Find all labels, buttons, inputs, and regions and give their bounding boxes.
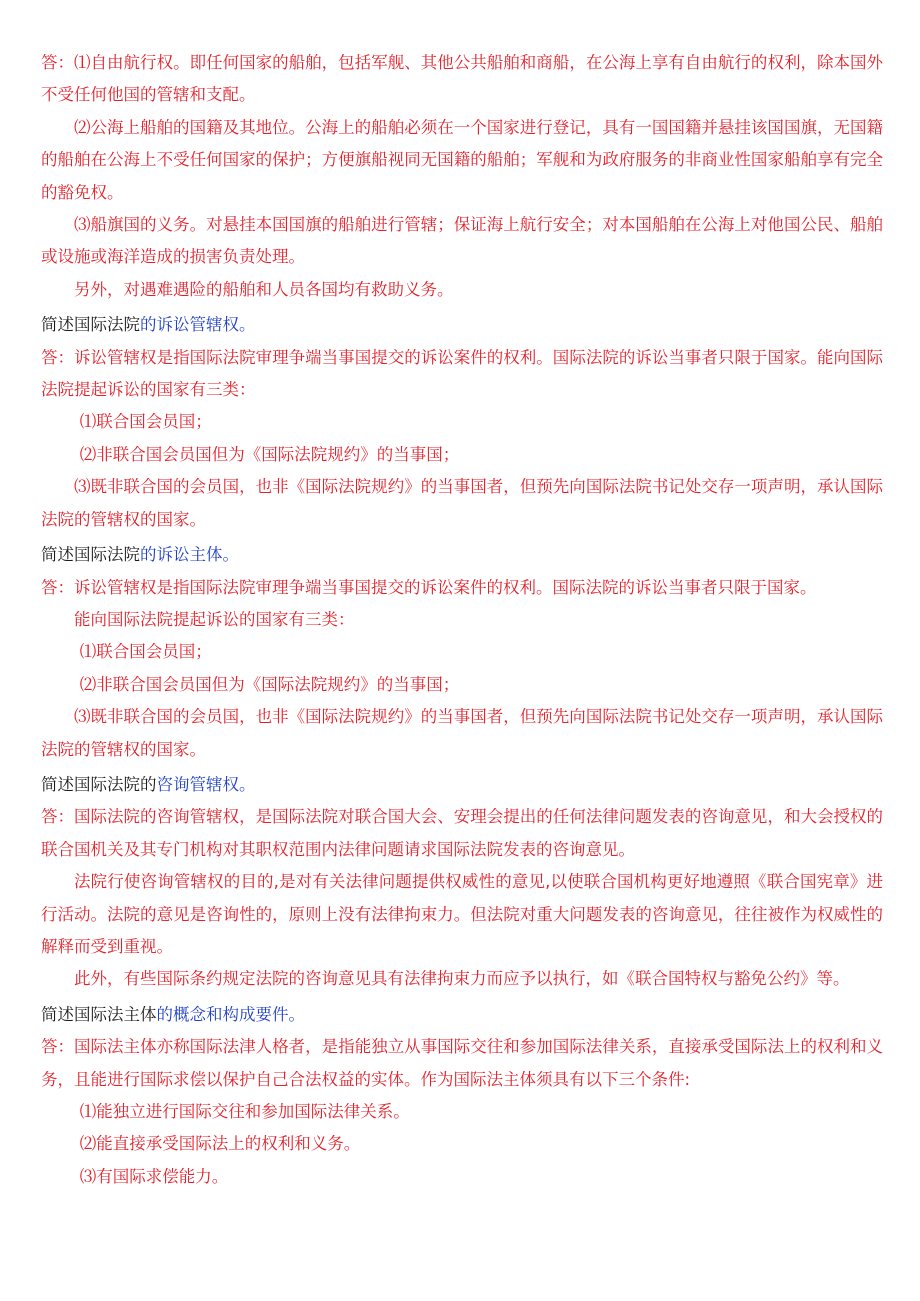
answer-paragraph: 答：国际法院的咨询管辖权，是国际法院对联合国大会、安理会提出的任何法律问题发表的咨询意见，和大会授权的联合国机关及其专门机构对其职权范围内法律问题请求国际法院发表的咨询意见。 [41,807,883,859]
question-suffix: 。 [288,1004,305,1024]
answer-paragraph: ⑶船旗国的义务。对悬挂本国国旗的船舶进行管辖；保证海上航行安全；对本国船舶在公海上对他国公民、船舶或设施或海洋造成的损害负责处理。 [41,215,883,267]
question-suffix: 。 [239,774,256,794]
question-suffix: 。 [239,315,256,335]
answer-paragraph: 另外，对遇难遇险的船舶和人员各国均有救助义务。 [74,279,454,299]
question-heading [41,769,883,801]
answer-list-item: ⑵非联合国会员国但为《国际法院规约》的当事国； [79,444,460,464]
answer-list-item: ⑵非联合国会员国但为《国际法院规约》的当事国； [79,674,460,694]
answer-list-item: ⑴能独立进行国际交往和参加国际法律关系。 [79,1102,410,1121]
answer-list-item: ⑴联合国会员国； [79,412,212,432]
answer-list-item: ⑴联合国会员国； [79,642,212,662]
question-heading [41,309,883,341]
answer-list-item: ⑶既非联合国的会员国，也非《国际法院规约》的当事国者，但预先向国际法院书记处交存一项声明，承认国际法院的管辖权的国家。 [41,477,883,529]
question-prefix: 简述国际法院 [41,545,140,565]
question-highlight: 咨询管辖权 [156,774,239,794]
question-suffix: 。 [222,545,239,565]
question-heading [41,999,883,1031]
answer-paragraph: ⑵公海上船舶的国籍及其地位。公海上的船舶必须在一个国家进行登记，具有一国国籍并悬挂该国国旗，无国籍的船舶在公海上不受任何国家的保护；方便旗船视同无国籍的船舶；军舰和为政府服务的非商业性国家船舶享有完全的豁免权。 [41,117,883,202]
answer-list-item: ⑵能直接承受国际法上的权利和义务。 [79,1134,361,1154]
question-prefix: 简述国际法主体 [41,1004,157,1024]
answer-paragraph: 答：⑴自由航行权。即任何国家的船舶，包括军舰、其他公共船舶和商船，在公海上享有自由航行的权利，除本国外不受任何他国的管辖和支配。 [41,53,883,105]
question-prefix: 简述国际法院 [41,315,140,335]
question-prefix: 简述国际法院的 [41,774,157,794]
answer-paragraph: 法院行使咨询管辖权的目的,是对有关法律问题提供权威性的意见,以使联合国机构更好地遵照《联合国宪章》进行活动。法院的意见是咨询性的，原则上没有法律拘束力。但法院对重大问题发表的咨询意见，往往被作为权威性的解释而受到重视。 [41,872,883,956]
question-highlight: 的诉讼主体 [140,545,223,565]
answer-list-item: ⑶有国际求偿能力。 [79,1166,229,1186]
answer-list-item: ⑶既非联合国的会员国，也非《国际法院规约》的当事国者，但预先向国际法院书记处交存一项声明，承认国际法院的管辖权的国家。 [41,707,883,759]
answer-paragraph: 答：诉讼管辖权是指国际法院审理争端当事国提交的诉讼案件的权利。国际法院的诉讼当事者只限于国家。能向国际法院提起诉讼的国家有三类： [41,347,883,400]
question-heading [41,539,883,571]
question-highlight: 的概念和构成要件 [156,1004,289,1024]
answer-paragraph: 答：国际法主体亦称国际法津人格者，是指能独立从事国际交往和参加国际法律关系，直接承受国际法上的权利和义务，且能进行国际求偿以保护自己合法权益的实体。作为国际法主体须具有以下三个条件: [41,1037,883,1089]
answer-paragraph: 能向国际法院提起诉讼的国家有三类： [74,609,355,629]
answer-paragraph: 答：诉讼管辖权是指国际法院审理争端当事国提交的诉讼案件的权利。国际法院的诉讼当事者只限于国家。 [41,577,817,597]
document-page [41,47,883,1193]
question-highlight: 的诉讼管辖权 [140,315,239,335]
answer-paragraph: 此外，有些国际条约规定法院的咨询意见具有法律拘束力而应予以执行，如《联合国特权与豁免公约》等。 [74,969,850,989]
